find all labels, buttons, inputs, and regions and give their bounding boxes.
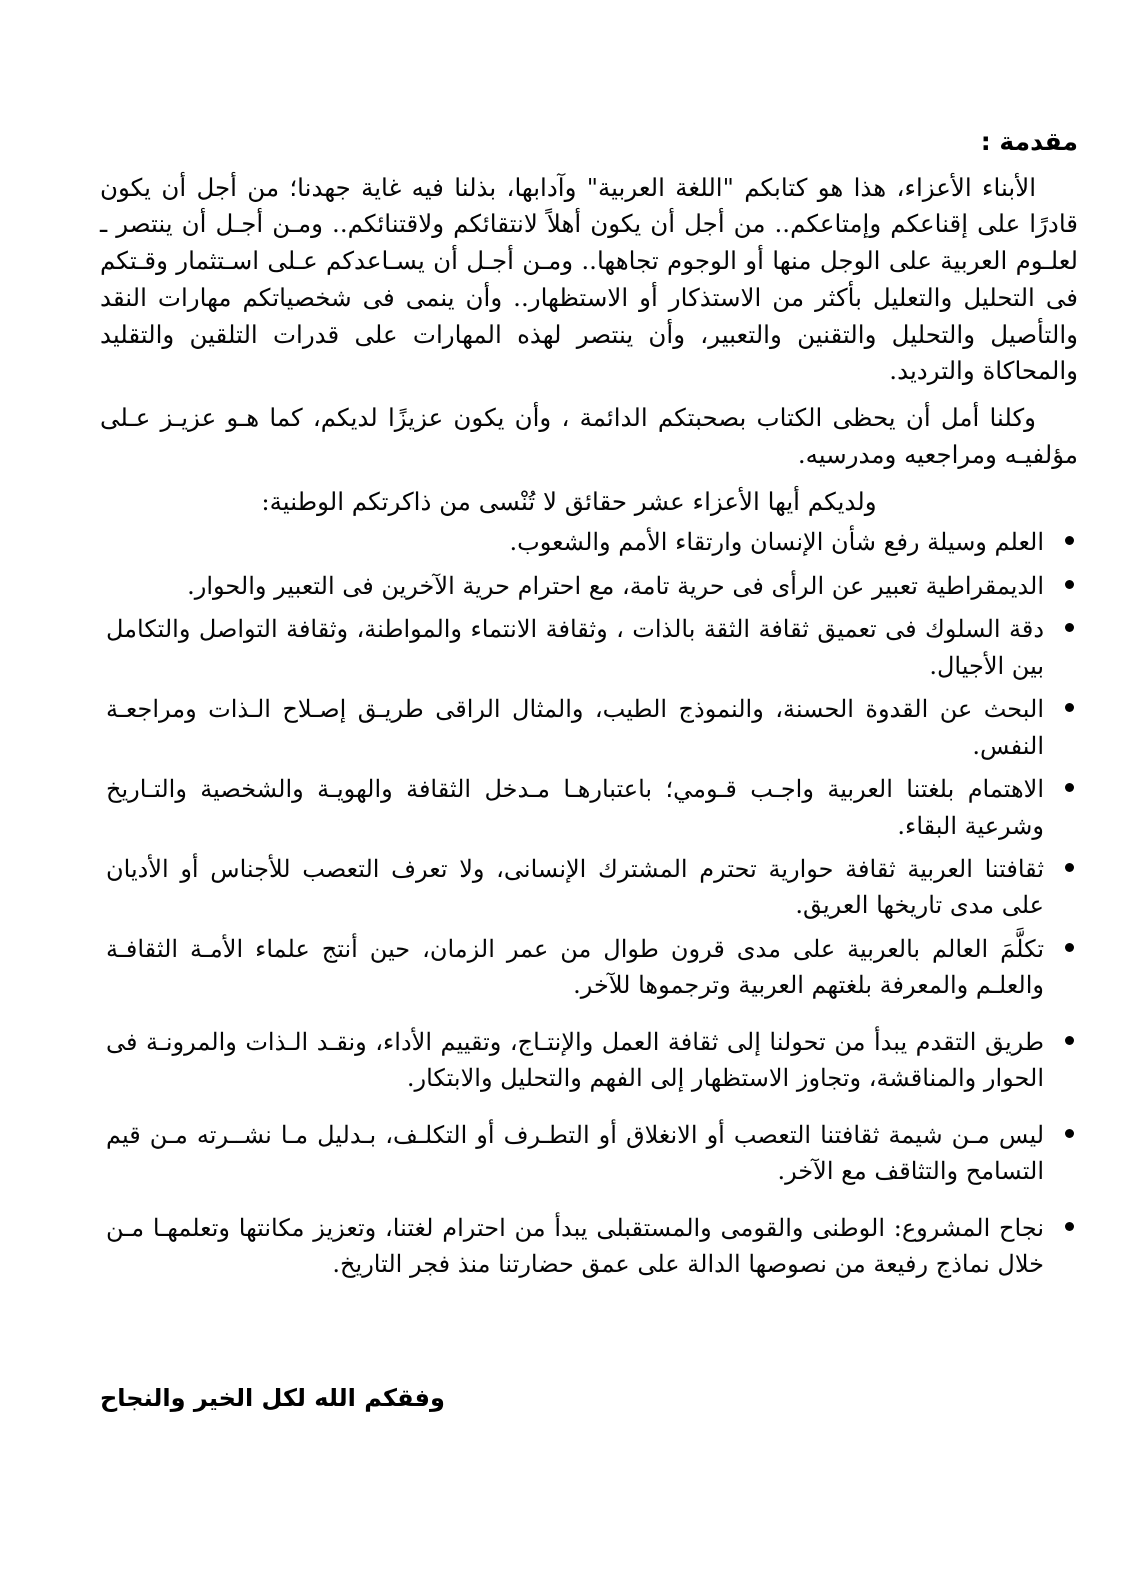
list-item bbox=[100, 771, 1078, 844]
bullet-icon bbox=[1065, 943, 1074, 952]
bullet-icon bbox=[1065, 1036, 1074, 1045]
bullet-icon bbox=[1065, 1222, 1074, 1231]
list-item bbox=[100, 1024, 1078, 1097]
intro-paragraph-1: الأبناء الأعزاء، هذا هو كتابكم "اللغة العربية" وآدابها، بذلنا فيه غاية جهدنا؛ من أجل أن يكون قادرًا على إقناعكم وإمتاعكم.. من أجل أن يكون أهلاً لانتقائكم ولاقتنائكم.. ومـن أجـل أن ينتصر ـ لعلـوم العربية على الوجل منها أو الوجوم تجاهها.. ومـن أجـل أن يسـاعدكم عـلى اسـتثمار وقـتكم فى التحليل والتعليل بأكثر من الاستذكار أو الاستظهار.. وأن ينمى فى شخصياتكم مهارات النقد والتأصيل والتحليل والتقنين والتعبير، وأن ينتصر لهذه المهارات على قدرات التلقين والتقليد والمحاكاة والترديد. bbox=[100, 172, 1078, 386]
list-item-text: ليس مـن شيمة ثقافتنا التعصب أو الانغلاق أو التطـرف أو التكلـف، بـدليل مـا نشــرته مـن قيم التسامح والتثاقف مع الآخر. bbox=[106, 1120, 1044, 1186]
list-item-text: العلم وسيلة رفع شأن الإنسان وارتقاء الأمم والشعوب. bbox=[509, 528, 1044, 557]
document-content bbox=[100, 128, 1078, 1290]
list-item bbox=[100, 851, 1078, 924]
bullet-icon bbox=[1065, 580, 1074, 589]
bullet-icon bbox=[1065, 703, 1074, 712]
facts-list bbox=[100, 524, 1078, 1282]
list-item-text: ثقافتنا العربية ثقافة حوارية تحترم المشترك الإنسانى، ولا تعرف التعصب للأجناس أو الأديان على مدى تاريخها العريق. bbox=[106, 855, 1044, 920]
bullet-icon bbox=[1065, 863, 1074, 872]
bullet-icon bbox=[1065, 623, 1074, 632]
bullet-icon bbox=[1065, 783, 1074, 792]
list-item bbox=[100, 1117, 1078, 1190]
list-item bbox=[100, 611, 1078, 684]
bullet-icon bbox=[1065, 1129, 1074, 1138]
list-item-text: الاهتمام بلغتنا العربية واجـب قـومي؛ باعتبارهـا مـدخل الثقافة والهويـة والشخصية والتـاريخ وشرعية البقاء. bbox=[106, 775, 1044, 840]
bullet-icon bbox=[1065, 536, 1074, 545]
list-item-text: طريق التقدم يبدأ من تحولنا إلى ثقافة العمل والإنتـاج، وتقييم الأداء، ونقـد الـذات والمرونـة فى الحوار والمناقشة، وتجاوز الاستظهار إلى الفهم والتحليل والابتكار. bbox=[106, 1027, 1044, 1093]
list-item-text: البحث عن القدوة الحسنة، والنموذج الطيب، والمثال الراقى طريـق إصـلاح الـذات ومراجعـة النفس. bbox=[106, 695, 1044, 760]
list-item-text: الديمقراطية تعبير عن الرأى فى حرية تامة، مع احترام حرية الآخرين فى التعبير والحوار. bbox=[187, 571, 1044, 600]
list-item-text: تكلَّمَ العالم بالعربية على مدى قرون طوال من عمر الزمان، حين أنتج علماء الأمـة الثقافـة والعلـم والمعرفة بلغتهم العربية وترجموها للآخر. bbox=[106, 934, 1044, 1000]
closing-blessing: وفقكم الله لكل الخير والنجاح bbox=[100, 1384, 445, 1412]
list-item bbox=[100, 524, 1078, 560]
list-item-text: نجاح المشروع: الوطنى والقومى والمستقبلى يبدأ من احترام لغتنا، وتعزيز مكانتها وتعلمهـا مـن خلال نماذج رفيعة من نصوصها الدالة على عمق حضارتنا منذ فجر التاريخ. bbox=[106, 1213, 1044, 1279]
list-item bbox=[100, 1210, 1078, 1283]
page-title: مقدمة : bbox=[980, 127, 1078, 156]
intro-paragraph-2: وكلنا أمل أن يحظى الكتاب بصحبتكم الدائمة ، وأن يكون عزيزًا لديكم، كما هـو عزيـز عـلى مؤلفيـه ومراجعيه ومدرسيه. bbox=[100, 403, 1078, 469]
list-item bbox=[100, 931, 1078, 1004]
list-item bbox=[100, 691, 1078, 764]
facts-lead-in: ولديكم أيها الأعزاء عشر حقائق لا تُنْسى من ذاكرتكم الوطنية: bbox=[261, 486, 877, 516]
list-item-text: دقة السلوك فى تعميق ثقافة الثقة بالذات ، وثقافة الانتماء والمواطنة، وثقافة التواصل والتكامل بين الأجيال. bbox=[106, 615, 1044, 680]
list-item bbox=[100, 568, 1078, 604]
closing-block bbox=[100, 1384, 1133, 1413]
